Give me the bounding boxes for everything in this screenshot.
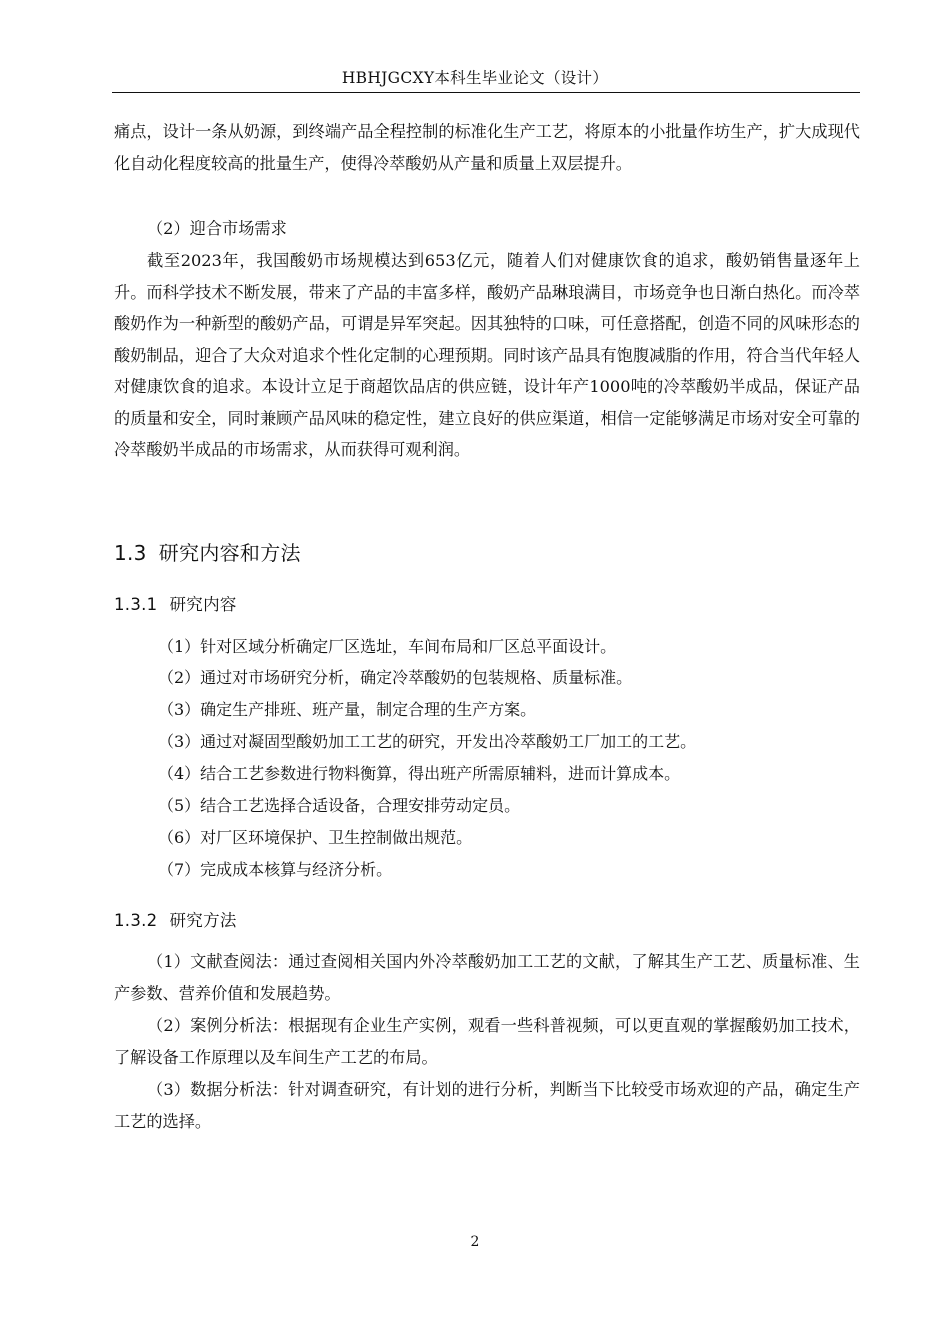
method-paragraph-case-study: （2）案例分析法：根据现有企业生产实例，观看一些科普视频，可以更直观的掌握酸奶加工技术，了解设备工作原理以及车间生产工艺的布局。 (114, 1016, 860, 1067)
section-number: 1.3.2 (114, 911, 158, 930)
list-item: （6）对厂区环境保护、卫生控制做出规范。 (158, 828, 473, 847)
method-paragraph-data-analysis: （3）数据分析法：针对调查研究，有计划的进行分析，判断当下比较受市场欢迎的产品，确定生产工艺的选择。 (114, 1080, 860, 1131)
running-header: HBHJGCXY本科生毕业论文（设计） (341, 69, 609, 87)
header-rule (112, 92, 860, 93)
subheading-market-demand: （2）迎合市场需求 (147, 219, 287, 238)
list-item: （5）结合工艺选择合适设备，合理安排劳动定员。 (158, 796, 521, 815)
list-item: （2）通过对市场研究分析，确定冷萃酸奶的包装规格、质量标准。 (158, 668, 633, 687)
list-item: （3）确定生产排班、班产量，制定合理的生产方案。 (158, 700, 537, 719)
section-number: 1.3 (114, 541, 147, 565)
section-heading-1-3 (114, 540, 301, 566)
method-paragraph-literature: （1）文献查阅法：通过查阅相关国内外冷萃酸奶加工工艺的文献，了解其生产工艺、质量标准、生产参数、营养价值和发展趋势。 (114, 952, 860, 1003)
list-item: （1）针对区域分析确定厂区选址，车间布局和厂区总平面设计。 (158, 637, 617, 656)
list-item: （7）完成成本核算与经济分析。 (158, 860, 393, 879)
paragraph-market-demand: 截至2023年，我国酸奶市场规模达到653亿元，随着人们对健康饮食的追求，酸奶销售量逐年上升。而科学技术不断发展，带来了产品的丰富多样，酸奶产品琳琅满目，市场竞争也日渐白热化。而冷萃酸奶作为一种新型的酸奶产品，可谓是异军突起。因其独特的口味，可任意搭配，创造不同的风味形态的酸奶制品，迎合了大众对追求个性化定制的心理预期。同时该产品具有饱腹减脂的作用，符合当代年轻人对健康饮食的追求。本设计立足于商超饮品店的供应链，设计年产1000吨的冷萃酸奶半成品，保证产品的质量和安全，同时兼顾产品风味的稳定性，建立良好的供应渠道，相信一定能够满足市场对安全可靠的冷萃酸奶半成品的市场需求，从而获得可观利润。 (114, 251, 860, 459)
section-title: 研究内容和方法 (158, 541, 301, 565)
section-number: 1.3.1 (114, 595, 158, 614)
section-title: 研究内容 (169, 595, 237, 614)
section-heading-1-3-2 (114, 910, 237, 932)
section-title: 研究方法 (169, 911, 237, 930)
paragraph-continued: 痛点，设计一条从奶源，到终端产品全程控制的标准化生产工艺，将原本的小批量作坊生产，扩大成现代化自动化程度较高的批量生产，使得冷萃酸奶从产量和质量上双层提升。 (114, 122, 860, 173)
list-item: （4）结合工艺参数进行物料衡算，得出班产所需原辅料，进而计算成本。 (158, 764, 681, 783)
list-item: （3）通过对凝固型酸奶加工工艺的研究，开发出冷萃酸奶工厂加工的工艺。 (158, 732, 697, 751)
page-number: 2 (470, 1234, 480, 1250)
section-heading-1-3-1 (114, 594, 237, 616)
